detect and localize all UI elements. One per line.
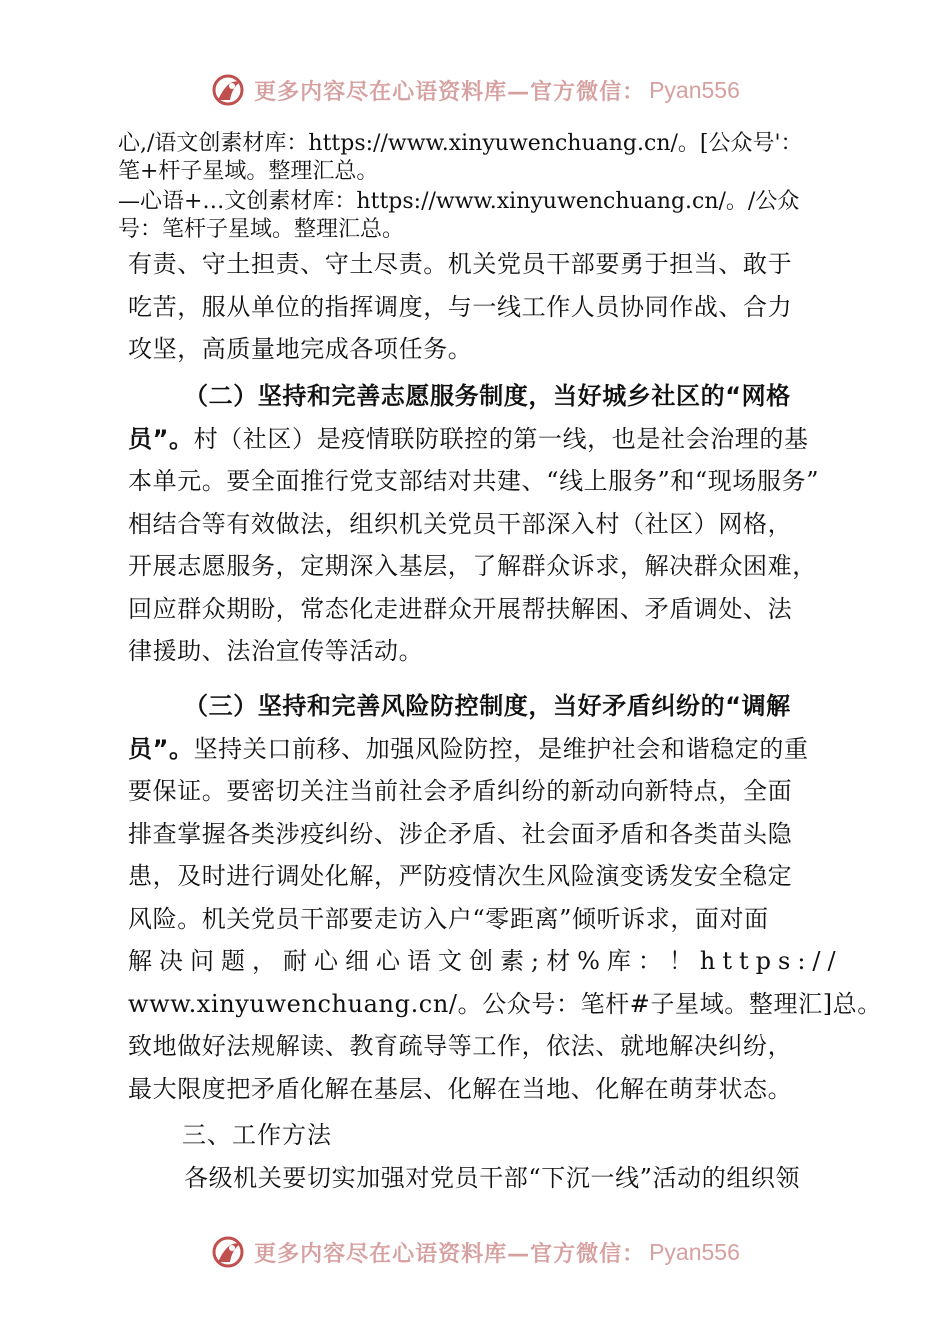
logo-icon <box>210 70 246 110</box>
text-line: 回应群众期盼，常态化走进群众开展帮扶解困、矛盾调处、法 <box>128 594 793 623</box>
paragraph-1 <box>128 243 833 371</box>
watermark-line: —心语+…文创素材库：https://www.xinyuwenchuang.cn/。/公众 <box>118 189 800 214</box>
text-fragment: 坚持关口前移、加强风险防控，是维护社会和谐稳定的重 <box>193 734 809 763</box>
section-3 <box>128 685 882 1110</box>
section-title-work-methods: 三、工作方法 <box>182 1121 332 1149</box>
banner-text: 更多内容尽在心语资料库—官方微信： <box>254 79 646 105</box>
logo-icon <box>210 1232 246 1272</box>
text-line: 本单元。要全面推行党支部结对共建、“线上服务”和“现场服务” <box>128 467 820 495</box>
text-line: 致地做好法规解读、教育疏导等工作，依法、就地解决纠纷， <box>128 1032 793 1060</box>
section-3-heading-end: 员”。 <box>128 734 194 763</box>
text-line: 患，及时进行调处化解，严防疫情次生风险演变诱发安全稳定 <box>128 862 793 890</box>
watermark-line: 号：笔杆子星域。整理汇总。 <box>118 217 405 242</box>
text-line: 律援助、法治宣传等活动。 <box>128 637 424 665</box>
text-line: 最大限度把矛盾化解在基层、化解在当地、化解在萌芽状态。 <box>128 1074 793 1103</box>
text-line: www.xinyuwenchuang.cn/。公众号：笔杆#子星域。整理汇]总。 <box>128 989 882 1018</box>
paragraph-work-methods <box>128 1157 833 1200</box>
banner-wechat-id: Pyan556 <box>649 1238 740 1265</box>
text-line: 开展志愿服务，定期深入基层，了解群众诉求，解决群众困难， <box>128 552 817 580</box>
text-line: 相结合等有效做法，组织机关党员干部深入村（社区）网格， <box>128 509 793 538</box>
text-line: 解决问题，耐心细心语文创素;材%库：！https:// <box>128 947 843 975</box>
footer-banner <box>0 1228 950 1276</box>
section-3-heading: （三）坚持和完善风险防控制度，当好矛盾纠纷的“调解 <box>184 692 791 720</box>
banner-wechat-id: Pyan556 <box>649 76 740 103</box>
text-line <box>128 418 833 461</box>
header-banner <box>0 66 950 114</box>
banner-text: 更多内容尽在心语资料库—官方微信： <box>254 1241 646 1267</box>
section-2 <box>128 375 833 673</box>
text-line <box>128 728 833 771</box>
text-line: 有责、守土担责、守土尽责。机关党员干部要勇于担当、敢于 <box>128 250 793 278</box>
text-fragment: 村（社区）是疫情联防联控的第一线，也是社会治理的基 <box>193 424 809 453</box>
section-2-heading: （二）坚持和完善志愿服务制度，当好城乡社区的“网格 <box>184 382 791 410</box>
text-line: 各级机关要切实加强对党员干部“下沉一线”活动的组织领 <box>184 1164 801 1192</box>
watermark-line: 心,/语文创素材库：https://www.xinyuwenchuang.cn/。[公众号'： <box>118 131 803 156</box>
text-line: 攻坚，高质量地完成各项任务。 <box>128 335 473 363</box>
text-line: 排查掌握各类涉疫纠纷、涉企矛盾、社会面矛盾和各类苗头隐 <box>128 819 793 848</box>
text-line: 吃苦，服从单位的指挥调度，与一线工作人员协同作战、合力 <box>128 292 793 321</box>
section-2-heading-end: 员”。 <box>128 424 194 453</box>
text-line: 要保证。要密切关注当前社会矛盾纠纷的新动向新特点，全面 <box>128 777 793 805</box>
text-line: 风险。机关党员干部要走访入户“零距离”倾听诉求，面对面 <box>128 904 769 933</box>
watermark-line: 笔+杆子星域。整理汇总。 <box>118 159 379 184</box>
